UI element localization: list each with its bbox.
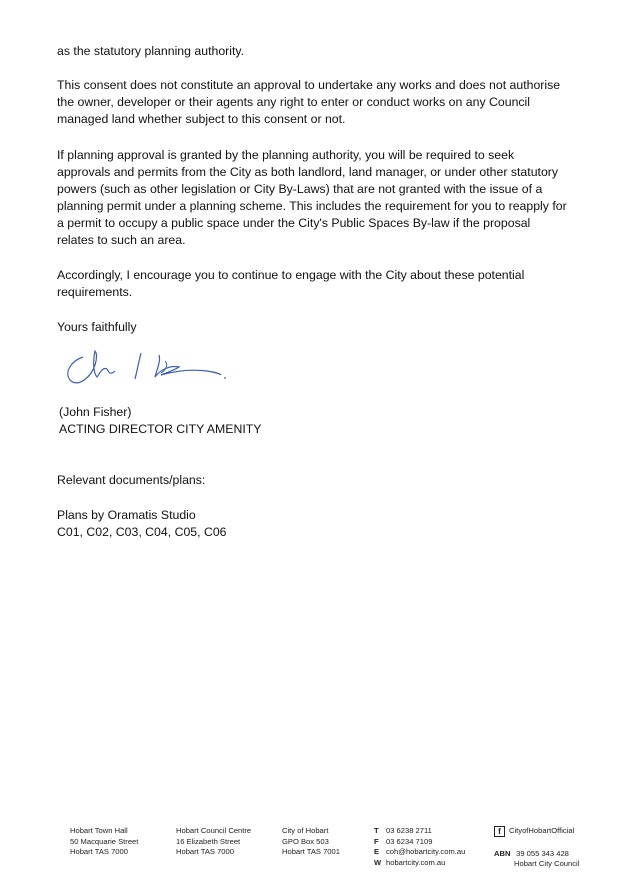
footer-phone: T 03 6238 2711 [374,826,432,835]
footer-line: Hobart Council Centre [176,826,252,835]
footer-line: GPO Box 503 [282,836,329,846]
signatory-name: (John Fisher) [59,405,132,419]
paragraph-engage: Accordingly, I encourage you to continue to engage with the City about these potential requirements. [57,268,525,299]
paragraph-planning-approval: If planning approval is granted by the planning authority, you will be required to seek approvals and permits from the City as both landlord, land manager, or under other statutory powers (such as other legislation or City By-Laws) that are not granted with the issue of a planning permit under a planning scheme. This includes the requirement for you to reapply for a permit to occupy a public space under the City's Public Spaces By-law if the proposal relates to such an area. [57,148,567,247]
plans-source: Plans by Oramatis Studio [57,508,196,522]
footer-line: Hobart Town Hall [70,826,128,835]
paragraph-statutory: as the statutory planning authority. [57,44,245,58]
relevant-documents-heading: Relevant documents/plans: [57,473,206,487]
facebook-handle[interactable]: CityofHobartOfficial [509,826,575,836]
footer-org-name: Hobart City Council [514,859,580,869]
footer-line: City of Hobart [282,826,329,835]
footer-abn: ABN 39 055 343 428 [494,848,569,858]
facebook-link[interactable] [494,826,574,837]
footer-email[interactable]: E coh@hobartcity.com.au [374,847,466,857]
footer-contact [374,826,465,868]
handwritten-signature [61,347,231,389]
footer-address-council-centre [176,826,251,858]
footer-line: 16 Elizabeth Street [176,836,241,846]
facebook-icon: f [494,826,505,837]
footer-line: Hobart TAS 7000 [176,847,234,857]
footer-social-abn [494,826,579,870]
footer-address-town-hall [70,826,138,858]
signatory-title: ACTING DIRECTOR CITY AMENITY [59,422,262,436]
footer-postal-address [282,826,340,858]
plans-list: C01, C02, C03, C04, C05, C06 [57,525,227,539]
footer-line: 50 Macquarie Street [70,836,139,846]
footer-fax: F 03 6234 7109 [374,836,433,846]
closing-line: Yours faithfully [57,320,137,334]
footer-website[interactable]: W hobartcity.com.au [374,857,446,867]
paragraph-consent: This consent does not constitute an approval to undertake any works and does not authorise the owner, developer or their agents any right to enter or conduct works on any Council managed land whether subject to this consent or not. [57,78,561,126]
footer-line: Hobart TAS 7000 [70,847,128,857]
footer-line: Hobart TAS 7001 [282,847,340,857]
